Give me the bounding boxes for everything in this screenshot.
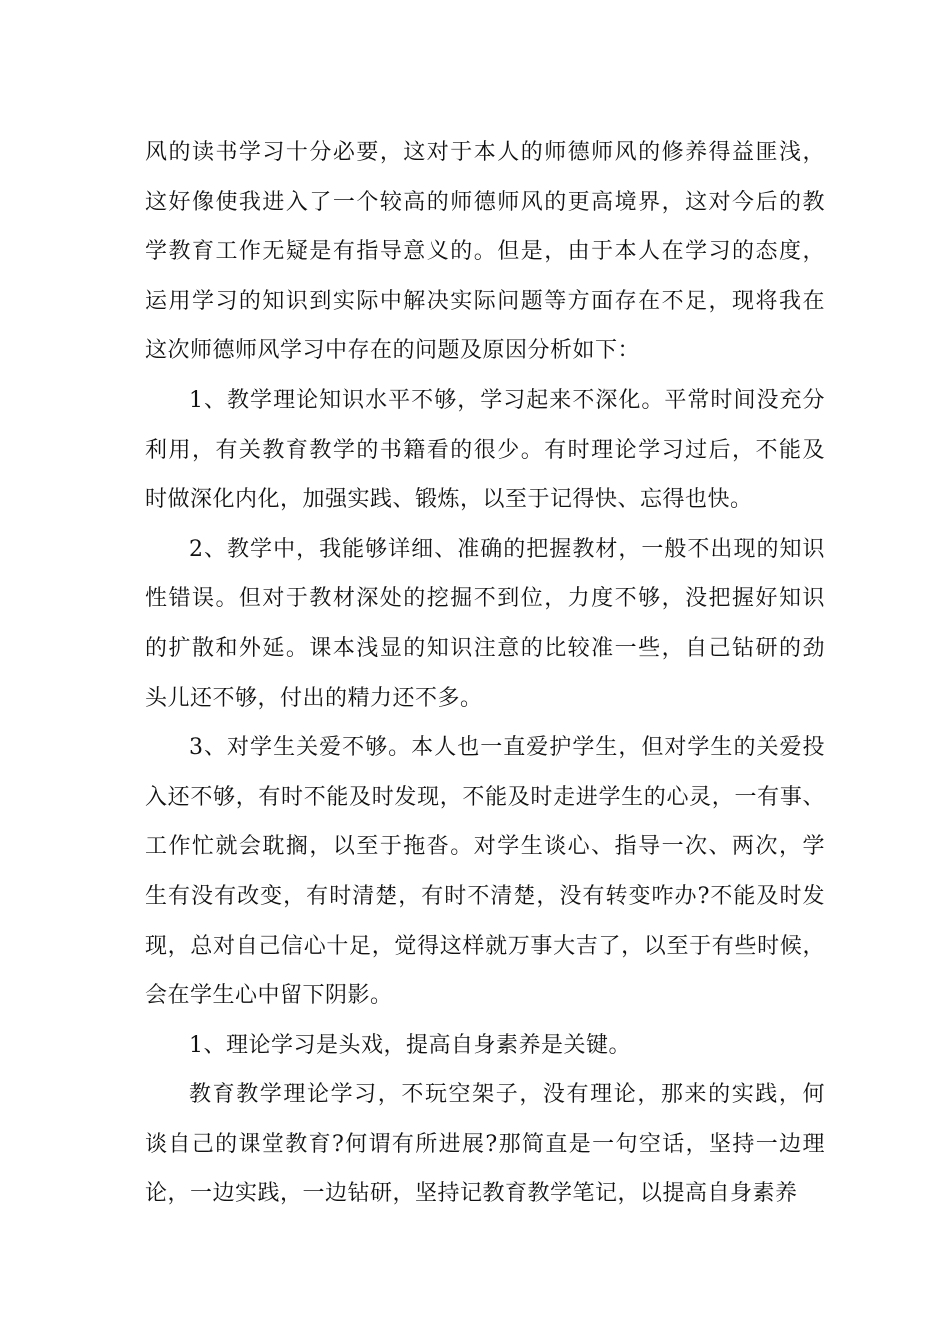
text-line: 1、教学理论知识水平不够，学习起来不深化。平常时间没充分 bbox=[189, 387, 825, 413]
paragraph bbox=[145, 1070, 825, 1219]
text-line: 头儿还不够，付出的精力还不多。 bbox=[145, 685, 483, 711]
text-line: 谈自己的课堂教育?何谓有所进展?那简直是一句空话，坚持一边理 bbox=[145, 1131, 825, 1157]
text-line: 运用学习的知识到实际中解决实际问题等方面存在不足，现将我在 bbox=[145, 288, 825, 314]
text-line: 这好像使我进入了一个较高的师德师风的更高境界，这对今后的教 bbox=[145, 189, 825, 215]
paragraph bbox=[145, 128, 825, 376]
text-line: 入还不够，有时不能及时发现，不能及时走进学生的心灵，一有事、 bbox=[145, 784, 825, 810]
paragraph bbox=[145, 1021, 825, 1071]
paragraph bbox=[145, 376, 825, 525]
text-line: 1、理论学习是头戏，提高自身素养是关键。 bbox=[189, 1032, 631, 1058]
document-body bbox=[145, 128, 825, 1219]
text-line: 论，一边实践，一边钻研，坚持记教育教学笔记，以提高自身素养 bbox=[145, 1181, 798, 1207]
text-line: 风的读书学习十分必要，这对于本人的师德师风的修养得益匪浅， bbox=[145, 140, 825, 165]
text-line: 工作忙就会耽搁，以至于拖沓。对学生谈心、指导一次、两次，学 bbox=[145, 834, 825, 860]
text-line: 教育教学理论学习，不玩空架子，没有理论，那来的实践，何 bbox=[189, 1082, 825, 1108]
text-line: 利用，有关教育教学的书籍看的很少。有时理论学习过后，不能及 bbox=[145, 437, 825, 463]
text-line: 学教育工作无疑是有指导意义的。但是，由于本人在学习的态度， bbox=[145, 239, 825, 265]
paragraph bbox=[145, 723, 825, 1021]
paragraph bbox=[145, 525, 825, 723]
text-line: 性错误。但对于教材深处的挖掘不到位，力度不够，没把握好知识 bbox=[145, 586, 825, 612]
text-line: 的扩散和外延。课本浅显的知识注意的比较准一些，自己钻研的劲 bbox=[145, 635, 825, 661]
text-line: 3、对学生关爱不够。本人也一直爱护学生，但对学生的关爱投 bbox=[189, 735, 825, 761]
text-line: 现，总对自己信心十足，觉得这样就万事大吉了，以至于有些时候， bbox=[145, 933, 825, 959]
text-line: 时做深化内化，加强实践、锻炼，以至于记得快、忘得也快。 bbox=[145, 487, 753, 513]
text-line: 这次师德师风学习中存在的问题及原因分析如下： bbox=[145, 338, 641, 364]
text-line: 生有没有改变，有时清楚，有时不清楚，没有转变咋办?不能及时发 bbox=[145, 883, 825, 909]
text-line: 会在学生心中留下阴影。 bbox=[145, 983, 393, 1009]
text-line: 2、教学中，我能够详细、准确的把握教材，一般不出现的知识 bbox=[189, 536, 825, 562]
